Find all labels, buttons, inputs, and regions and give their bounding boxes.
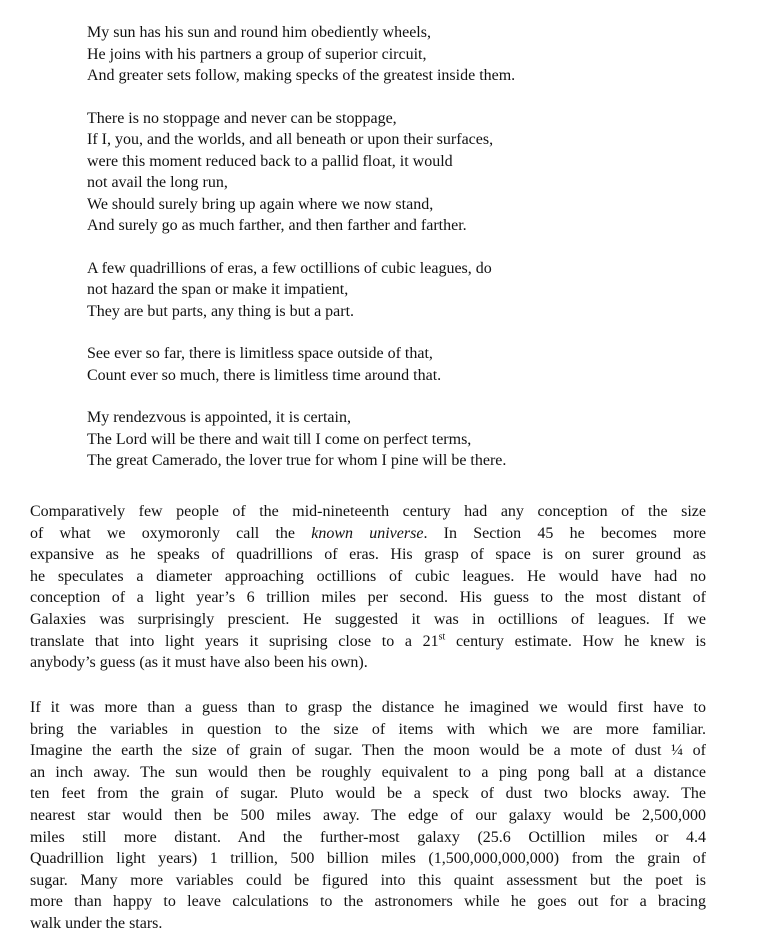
poem-line: We should surely bring up again where we now stand,: [87, 195, 434, 213]
paragraph-line: [30, 631, 706, 653]
paragraph-line: Galaxies was surprisingly prescient. He suggested it was in octillions of leagues. If we: [30, 610, 706, 628]
poem-line: not avail the long run,: [87, 174, 228, 191]
paragraph-line: expansive as he speaks of quadrillions of eras. His grasp of space is on surer ground as: [30, 546, 706, 564]
poem-stanza: [87, 258, 727, 323]
poem-stanza: [87, 407, 727, 472]
poem-line: were this moment reduced back to a pallid float, it would: [87, 152, 453, 170]
paragraph-text: century estimate. How he knew is: [445, 632, 707, 650]
poem-line: And surely go as much farther, and then farther and farther.: [87, 217, 467, 234]
poem-line: He joins with his partners a group of superior circuit,: [87, 45, 427, 63]
paragraph-line: miles still more distant. And the further-most galaxy (25.6 Octillion miles or 4.4: [30, 828, 706, 846]
paragraph-line: sugar. Many more variables could be figured into this quaint assessment but the poet is: [30, 871, 706, 889]
paragraph-line: If it was more than a guess than to grasp the distance he imagined we would first have to: [30, 699, 706, 716]
paragraph-line: more than happy to leave calculations to the astronomers while he goes out for a bracing: [30, 893, 706, 911]
paragraph-text: . In Section 45 he becomes more: [423, 524, 706, 542]
commentary-paragraph-2: [30, 697, 706, 935]
paragraph-line: Imagine the earth the size of grain of sugar. Then the moon would be a mote of dust ¼ of: [30, 742, 706, 760]
paragraph-line: Quadrillion light years) 1 trillion, 500 billion miles (1,500,000,000,000) from the grain of: [30, 850, 706, 868]
poem-line: A few quadrillions of eras, a few octillions of cubic leagues, do: [87, 259, 492, 277]
poem-line: And greater sets follow, making specks of the greatest inside them.: [87, 67, 516, 84]
poem-line: The Lord will be there and wait till I come on perfect terms,: [87, 430, 472, 448]
ordinal-suffix: st: [438, 631, 446, 643]
paragraph-line: an inch away. The sun would then be roughly equivalent to a ping pong ball at a distance: [30, 763, 706, 781]
paragraph-line: ten feet from the grain of sugar. Pluto would be a speck of dust two blocks away. The: [30, 785, 706, 803]
commentary-paragraph-1: [30, 501, 706, 674]
poem-line: The great Camerado, the lover true for whom I pine will be there.: [87, 452, 507, 469]
poem-line: My sun has his sun and round him obediently wheels,: [87, 24, 431, 41]
poem-excerpt: [87, 22, 727, 493]
italic-phrase: known universe: [311, 524, 424, 542]
poem-line: My rendezvous is appointed, it is certain,: [87, 409, 351, 426]
poem-line: See ever so far, there is limitless space outside of that,: [87, 345, 433, 362]
poem-line: They are but parts, any thing is but a part.: [87, 302, 355, 320]
paragraph-line: conception of a light year’s 6 trillion miles per second. His guess to the most distant of: [30, 589, 706, 607]
poem-line: There is no stoppage and never can be stoppage,: [87, 109, 397, 127]
paragraph-line: nearest star would then be 500 miles away. The edge of our galaxy would be 2,500,000: [30, 806, 706, 824]
paragraph-line: [30, 523, 706, 545]
poem-stanza: [87, 108, 727, 237]
paragraph-line: Comparatively few people of the mid-nineteenth century had any conception of the size: [30, 503, 706, 520]
paragraph-line: walk under the stars.: [30, 914, 163, 932]
poem-stanza: [87, 22, 727, 87]
poem-line: not hazard the span or make it impatient,: [87, 281, 349, 298]
paragraph-text: of what we oxymoronly call the: [30, 524, 312, 542]
poem-stanza: [87, 343, 727, 386]
poem-line: Count ever so much, there is limitless time around that.: [87, 366, 442, 384]
paragraph-text: translate that into light years it suprising close to a 21: [30, 632, 439, 650]
poem-line: If I, you, and the worlds, and all beneath or upon their surfaces,: [87, 131, 494, 148]
paragraph-line: anybody’s guess (as it must have also been his own).: [30, 654, 368, 672]
paragraph-line: he speculates a diameter approaching octillions of cubic leagues. He would have had no: [30, 567, 706, 585]
paragraph-line: bring the variables in question to the size of items with which we are more familiar.: [30, 720, 706, 738]
